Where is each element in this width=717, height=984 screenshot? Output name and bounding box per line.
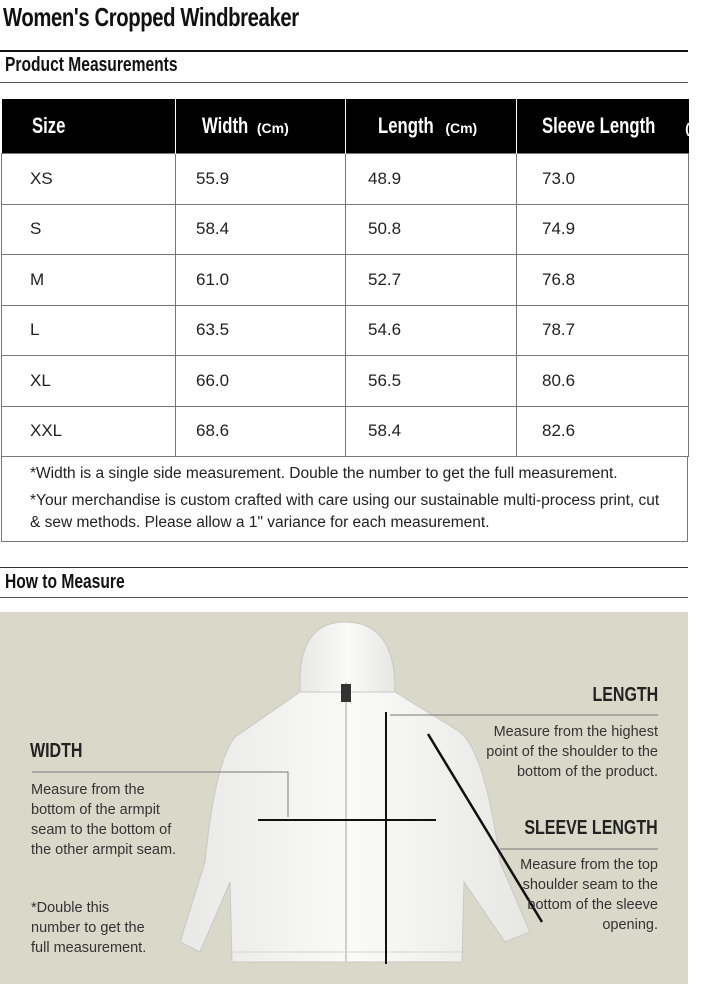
cell-length: 48.9 [346, 154, 517, 205]
section-title-how-to-measure: How to Measure [5, 571, 125, 593]
header-sleeve-length: Sleeve Length (Cm) [517, 99, 689, 154]
cell-sleeve: 82.6 [517, 406, 689, 457]
how-to-measure-panel [0, 612, 688, 984]
width-title: WIDTH [30, 740, 83, 762]
cell-sleeve: 80.6 [517, 356, 689, 407]
cell-sleeve: 76.8 [517, 255, 689, 306]
divider [0, 567, 688, 568]
cell-sleeve: 73.0 [517, 154, 689, 205]
cell-size: L [2, 305, 176, 356]
cell-width: 63.5 [176, 305, 346, 356]
table-row [2, 154, 689, 205]
page-title: Women's Cropped Windbreaker [3, 2, 299, 32]
table-row [2, 356, 689, 407]
width-note: *Double this number to get the full measurement. [31, 900, 147, 956]
cell-length: 52.7 [346, 255, 517, 306]
cell-length: 54.6 [346, 305, 517, 356]
table-row [2, 406, 689, 457]
cell-size: XXL [2, 406, 176, 457]
table-row [2, 305, 689, 356]
divider [0, 50, 688, 52]
size-chart-table [1, 99, 717, 457]
cell-sleeve: 74.9 [517, 204, 689, 255]
header-size: Size [2, 99, 176, 154]
cell-width: 66.0 [176, 356, 346, 407]
width-description: Measure from the bottom of the armpit seam to the bottom of the other armpit seam. [31, 782, 177, 858]
table-header-row [2, 99, 689, 154]
cell-size: XL [2, 356, 176, 407]
cell-width: 61.0 [176, 255, 346, 306]
cell-width: 58.4 [176, 204, 346, 255]
note-width: *Width is a single side measurement. Double the number to get the full measurement. [30, 465, 618, 482]
cell-length: 58.4 [346, 406, 517, 457]
note-variance: *Your merchandise is custom crafted with care using our sustainable multi-process print, cut & sew methods. Please allow a 1" variance for each measurement. [30, 492, 660, 531]
table-row [2, 204, 689, 255]
cell-size: S [2, 204, 176, 255]
length-description: Measure from the highest point of the shoulder to the bottom of the product. [486, 724, 658, 780]
length-title: LENGTH [592, 684, 658, 706]
cell-width: 68.6 [176, 406, 346, 457]
cell-size: M [2, 255, 176, 306]
header-length: Length (Cm) [346, 99, 517, 154]
cell-width: 55.9 [176, 154, 346, 205]
cell-length: 56.5 [346, 356, 517, 407]
divider [0, 597, 688, 598]
header-width: Width (Cm) [176, 99, 346, 154]
cell-size: XS [2, 154, 176, 205]
cell-length: 50.8 [346, 204, 517, 255]
sleeve-length-title: SLEEVE LENGTH [524, 817, 658, 839]
cell-sleeve: 78.7 [517, 305, 689, 356]
table-notes [1, 457, 688, 542]
sleeve-length-description: Measure from the top shoulder seam to the bottom of the sleeve opening. [520, 857, 658, 933]
table-row [2, 255, 689, 306]
section-title-measurements: Product Measurements [5, 54, 178, 76]
divider [0, 82, 688, 83]
